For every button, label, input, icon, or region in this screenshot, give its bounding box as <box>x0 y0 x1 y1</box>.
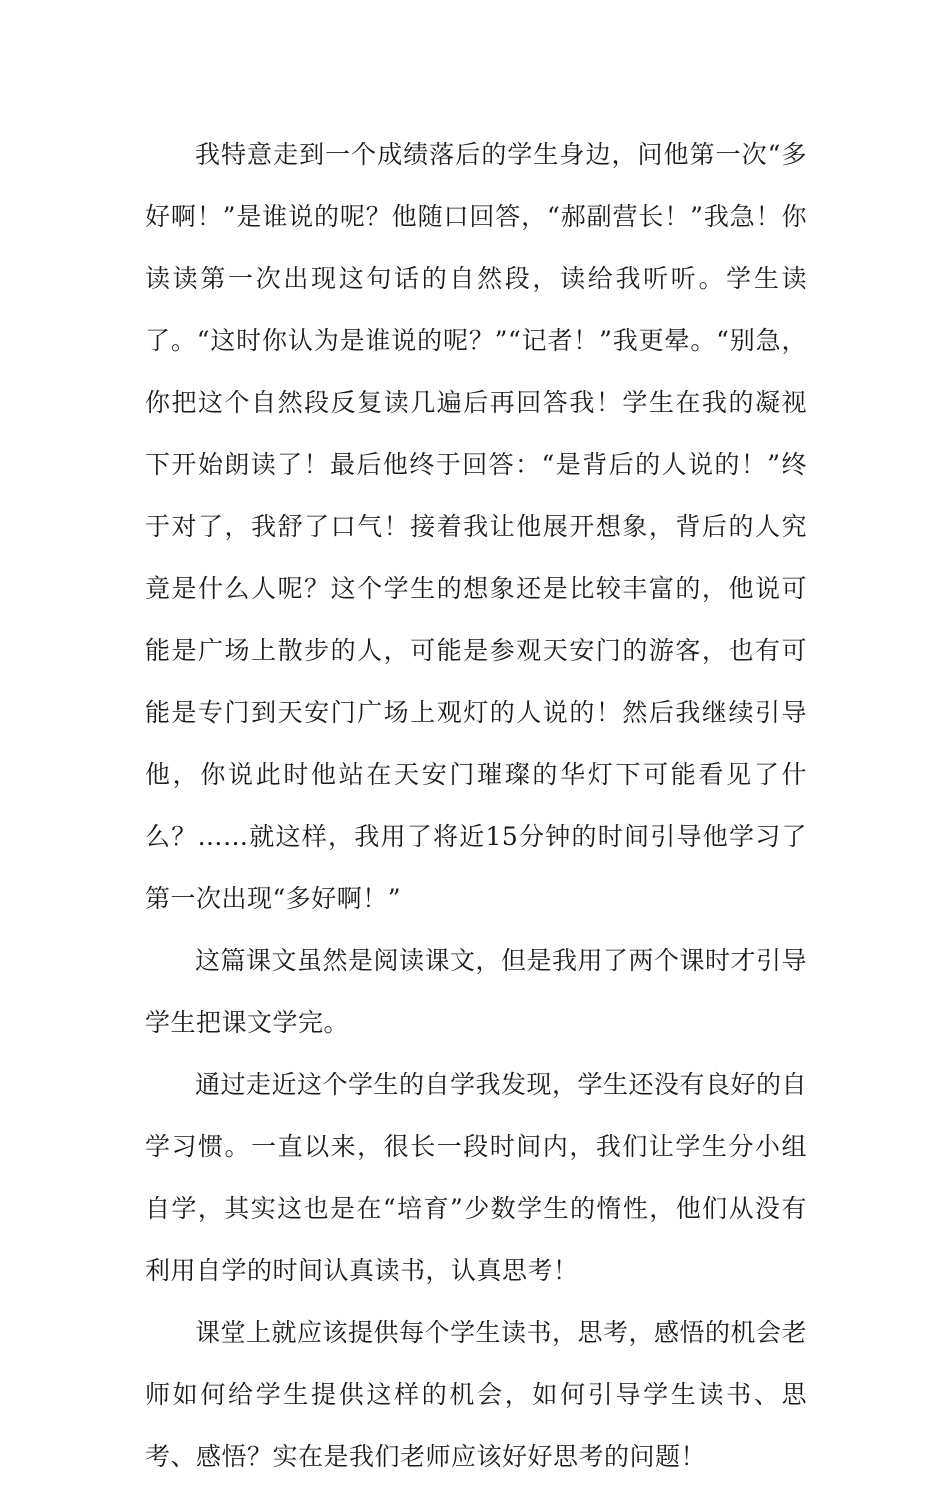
paragraph-3: 通过走近这个学生的自学我发现，学生还没有良好的自学习惯。一直以来，很长一段时间内，我们让学生分小组自学，其实这也是在“培育”少数学生的惰性，他们从没有利用自学的时间认真读书，认真思考！ <box>145 1070 808 1285</box>
paragraph-2: 这篇课文虽然是阅读课文，但是我用了两个课时才引导学生把课文学完。 <box>145 946 808 1037</box>
paragraph-4: 课堂上就应该提供每个学生读书，思考，感悟的机会老师如何给学生提供这样的机会，如何引导学生读书、思考、感悟？实在是我们老师应该好好思考的问题！ <box>145 1318 808 1471</box>
document-page <box>145 124 807 1488</box>
paragraph-1: 我特意走到一个成绩落后的学生身边，问他第一次“多好啊！”是谁说的呢？他随口回答，“郝副营长！”我急！你读读第一次出现这句话的自然段，读给我听听。学生读了。“这时你认为是谁说的呢？”“记者！”我更晕。“别急，你把这个自然段反复读几遍后再回答我！学生在我的凝视下开始朗读了！最后他终于回答：“是背后的人说的！”终于对了，我舒了口气！接着我让他展开想象，背后的人究竟是什么人呢？这个学生的想象还是比较丰富的，他说可能是广场上散步的人，可能是参观天安门的游客，也有可能是专门到天安门广场上观灯的人说的！然后我继续引导他，你说此时他站在天安门璀璨的华灯下可能看见了什么？……就这样，我用了将近15分钟的时间引导他学习了第一次出现“多好啊！” <box>145 140 807 913</box>
